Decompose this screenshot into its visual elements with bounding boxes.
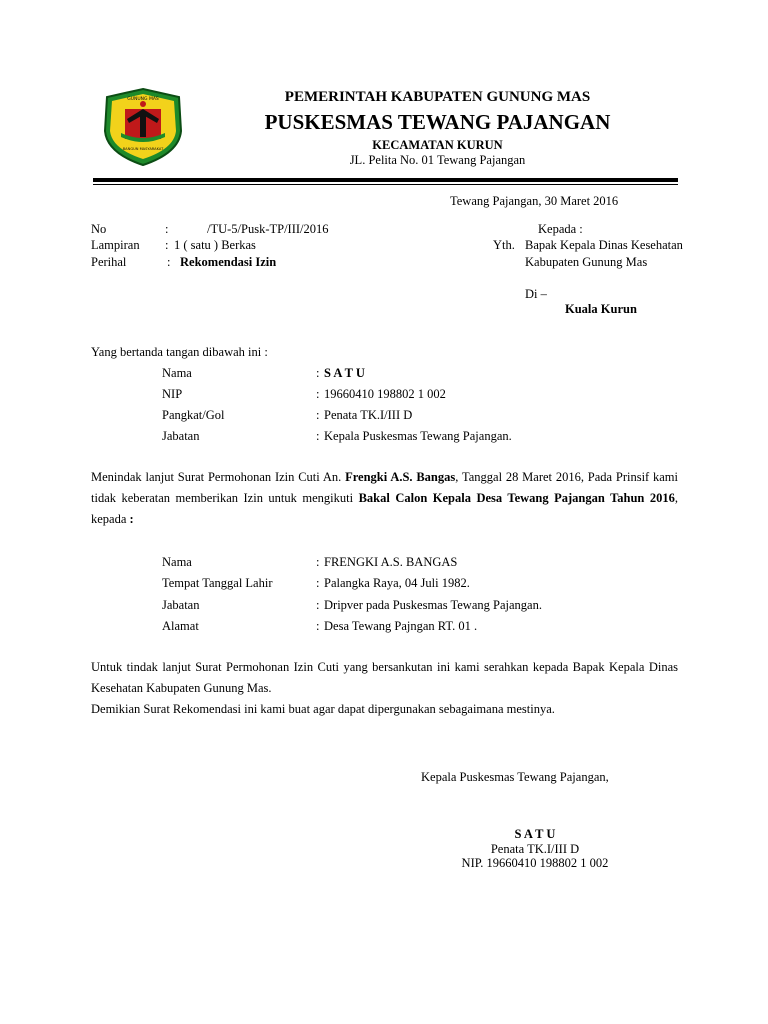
body-paragraph-2: Untuk tindak lanjut Surat Permohonan Izin Cuti yang bersankutan ini kami serahkan kepada Bapak Kepala Dinas Kesehatan Kabupaten Gunung Mas. (91, 660, 678, 695)
closing-title: Kepala Puskesmas Tewang Pajangan, (421, 770, 609, 784)
signer-sep: : (316, 408, 320, 422)
signer-value-pangkat: Penata TK.I/III D (324, 408, 413, 422)
recipient-di: Di – (525, 287, 547, 301)
letterhead-government: PEMERINTAH KABUPATEN GUNUNG MAS (284, 89, 591, 105)
meta-value-perihal: Rekomendasi Izin (180, 255, 277, 269)
subject-label-alamat: Alamat (162, 619, 199, 633)
meta-sep-no: : (165, 222, 169, 236)
subject-sep: : (316, 598, 320, 612)
intro-text: Yang bertanda tangan dibawah ini : (91, 345, 268, 359)
recipient-place: Kuala Kurun (565, 302, 637, 316)
subject-sep: : (316, 619, 320, 633)
regency-logo (101, 87, 185, 167)
signer-label-pangkat: Pangkat/Gol (162, 408, 225, 422)
meta-label-perihal: Perihal (91, 255, 127, 269)
signer-label-nama: Nama (162, 366, 192, 380)
letterhead-district: KECAMATAN KURUN (372, 138, 503, 152)
letterhead-rule-thin (93, 184, 678, 185)
signer-label-nip: NIP (162, 387, 183, 401)
letterhead-rule-thick (93, 178, 678, 182)
meta-label-lampiran: Lampiran (91, 238, 140, 252)
subject-sep: : (316, 576, 320, 590)
meta-value-lampiran: 1 ( satu ) Berkas (174, 238, 256, 252)
logo-top-text: GUNUNG MAS (127, 97, 159, 102)
meta-value-no: /TU-5/Pusk-TP/III/2016 (207, 222, 329, 236)
closing-name: S A T U (514, 827, 556, 841)
body-paragraph-3: Demikian Surat Rekomendasi ini kami buat agar dapat dipergunakan sebagaimana mestinya. (91, 702, 555, 716)
subject-value-jabatan: Dripver pada Puskesmas Tewang Pajangan. (324, 598, 542, 612)
closing-nip: NIP. 19660410 198802 1 002 (461, 856, 609, 870)
recipient-yth: Yth. (493, 238, 515, 252)
signer-sep: : (316, 387, 320, 401)
body1-colon: : (129, 512, 134, 526)
recipient-line2: Kabupaten Gunung Mas (525, 255, 648, 269)
letter-date: Tewang Pajangan, 30 Maret 2016 (450, 194, 619, 208)
recipient-line1: Bapak Kepala Dinas Kesehatan (525, 238, 683, 252)
logo-bottom-text: BANGUN MASYARAKAT (122, 147, 164, 151)
signer-value-nip: 19660410 198802 1 002 (324, 387, 446, 401)
closing-rank: Penata TK.I/III D (490, 842, 580, 856)
body1-applicant-name: Frengki A.S. Bangas (345, 470, 456, 484)
subject-value-nama: FRENGKI A.S. BANGAS (324, 555, 458, 569)
body1-purpose: Bakal Calon Kepala Desa Tewang Pajangan Tahun 2016 (358, 491, 675, 505)
signer-sep: : (316, 366, 320, 380)
subject-value-ttl: Palangka Raya, 04 Juli 1982. (324, 576, 470, 590)
meta-sep-lampiran: : (165, 238, 169, 252)
subject-label-jabatan: Jabatan (162, 598, 200, 612)
signer-label-jabatan: Jabatan (162, 429, 200, 443)
body1-text-2: , Tanggal 28 Maret 2016, Pada Prinsif kami tidak keberatan memberikan Izin untuk mengikuti (91, 470, 679, 505)
recipient-kepada: Kepada : (538, 222, 583, 236)
signer-value-nama: S A T U (324, 366, 365, 380)
meta-sep-perihal: : (167, 255, 171, 269)
letterhead-organization: PUSKESMAS TEWANG PAJANGAN (264, 110, 611, 134)
signer-sep: : (316, 429, 320, 443)
meta-label-no: No (91, 222, 107, 236)
subject-sep: : (316, 555, 320, 569)
body1-text-3: , kepada (91, 491, 678, 526)
letterhead-address: JL. Pelita No. 01 Tewang Pajangan (349, 153, 526, 167)
body-paragraph-1 (91, 467, 678, 530)
subject-value-alamat: Desa Tewang Pajngan RT. 01 . (324, 619, 478, 633)
subject-label-nama: Nama (162, 555, 192, 569)
body1-text-1: Menindak lanjut Surat Permohonan Izin Cuti An. (91, 470, 346, 484)
subject-label-ttl: Tempat Tanggal Lahir (162, 576, 273, 590)
signer-value-jabatan: Kepala Puskesmas Tewang Pajangan. (324, 429, 512, 443)
